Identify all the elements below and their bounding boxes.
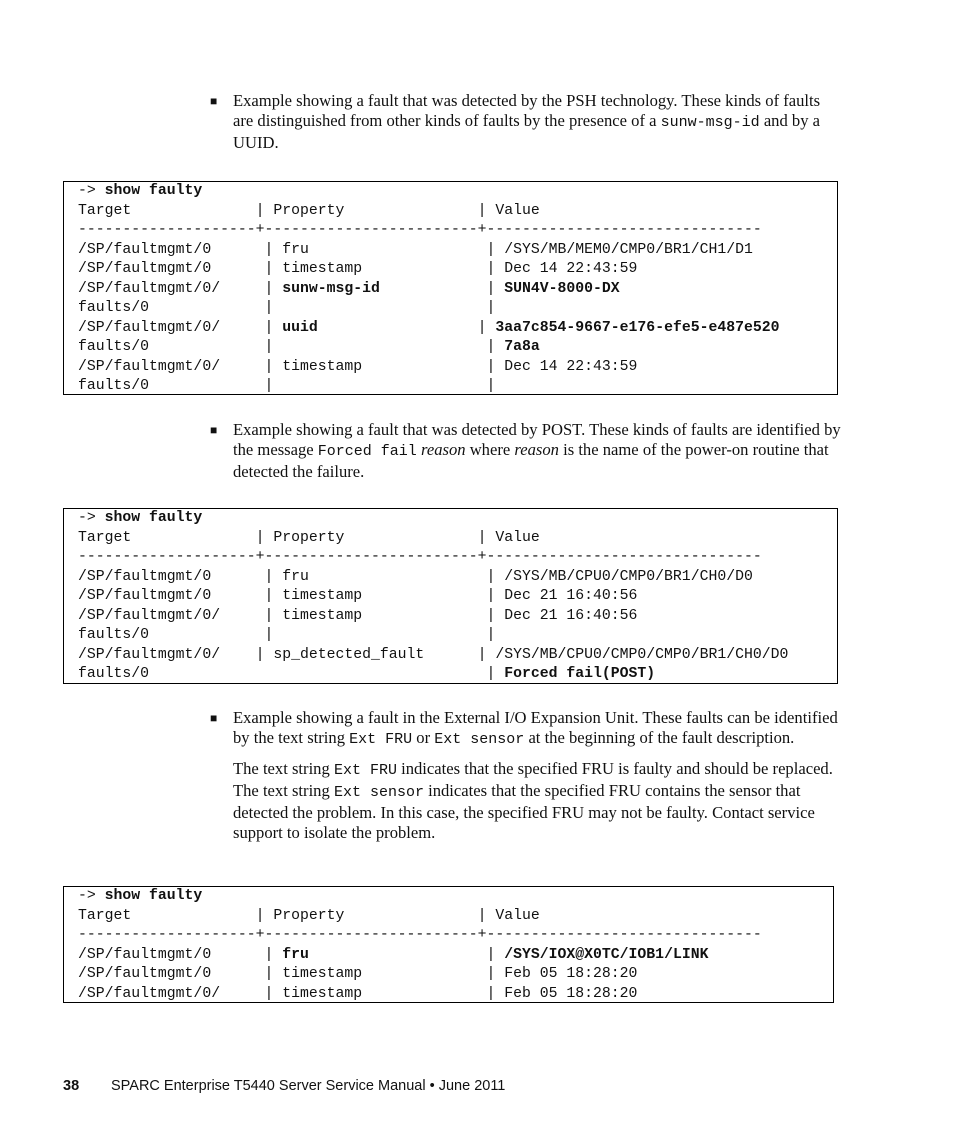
bullet-square-icon: ■ (210, 711, 218, 725)
bullet-psh-fault (210, 91, 842, 153)
manual-title: SPARC Enterprise T5440 Server Service Manual (111, 1078, 426, 1094)
footer-date: June 2011 (438, 1078, 506, 1094)
page-footer (63, 1078, 505, 1094)
text-run: Example showing a fault that was detected by the PSH technology. These kinds of faults are distinguished from other kinds of faults by the presence of a (233, 91, 821, 130)
text-run: and by a UUID. (233, 111, 821, 152)
bullet-paragraph-2: The text string Ext FRU indicates that the specified FRU is faulty and should be replaced. The text string Ext sensor indicates that the specified FRU contains the sensor that detected the problem. In this case, the specified FRU may not be faulty. Contact service support to isolate the problem. (233, 759, 833, 842)
bullet-text: Example showing a fault that was detected by POST. These kinds of faults are identified by the message Forced fail reason where reason is the name of the power-on routine that detected the failure. (233, 420, 841, 481)
bullet-square-icon: ■ (210, 94, 218, 108)
bullet-text (233, 91, 842, 153)
page-number: 38 (63, 1078, 80, 1094)
bullet-external-io-fault (210, 708, 842, 843)
code-block-external-io (63, 886, 834, 1003)
inline-code: sunw-msg-id (660, 114, 760, 131)
bullet-text: Example showing a fault in the External I/O Expansion Unit. These faults can be identified by the text string Ext FRU or Ext sensor at the beginning of the fault description. (233, 708, 838, 748)
footer-separator: • (429, 1078, 435, 1094)
code-text: -> show faulty Target | Property | Value --------------------+------------------------+------------------------------- /SP/faultmgmt/0 | fru | /SYS/MB/CPU0/CMP0/BR1/CH0/D0 /SP/faultmgmt/0 | timestamp | Dec 21 16:40:56 /SP/faultmgmt/0/ | timestamp | Dec 21 16:40:56 faults/0 | | /SP/faultmgmt/0/ | sp_detected_fault | /SYS/MB/CPU0/CMP0/CMP0/BR1/CH0/D0 faults/0 | Forced fail(POST) (78, 510, 789, 682)
code-block-post (63, 508, 838, 684)
code-text: -> show faulty Target | Property | Value --------------------+------------------------+------------------------------- /SP/faultmgmt/0 | fru | /SYS/MB/MEM0/CMP0/BR1/CH1/D1 /SP/faultmgmt/0 | timestamp | Dec 14 22:43:59 /SP/faultmgmt/0/ | sunw-msg-id | SUN4V-8000-DX faults/0 | | /SP/faultmgmt/0/ | uuid | 3aa7c854-9667-e176-efe5-e487e520 faults/0 | | 7a8a /SP/faultmgmt/0/ | timestamp | Dec 14 22:43:59 faults/0 | | (78, 183, 780, 394)
bullet-square-icon: ■ (210, 423, 218, 437)
bullet-post-fault (210, 420, 842, 482)
code-block-psh (63, 181, 838, 395)
code-text: -> show faulty Target | Property | Value --------------------+------------------------+------------------------------- /SP/faultmgmt/0 | fru | /SYS/IOX@X0TC/IOB1/LINK /SP/faultmgmt/0 | timestamp | Feb 05 18:28:20 /SP/faultmgmt/0/ | timestamp | Feb 05 18:28:20 (78, 888, 762, 1002)
